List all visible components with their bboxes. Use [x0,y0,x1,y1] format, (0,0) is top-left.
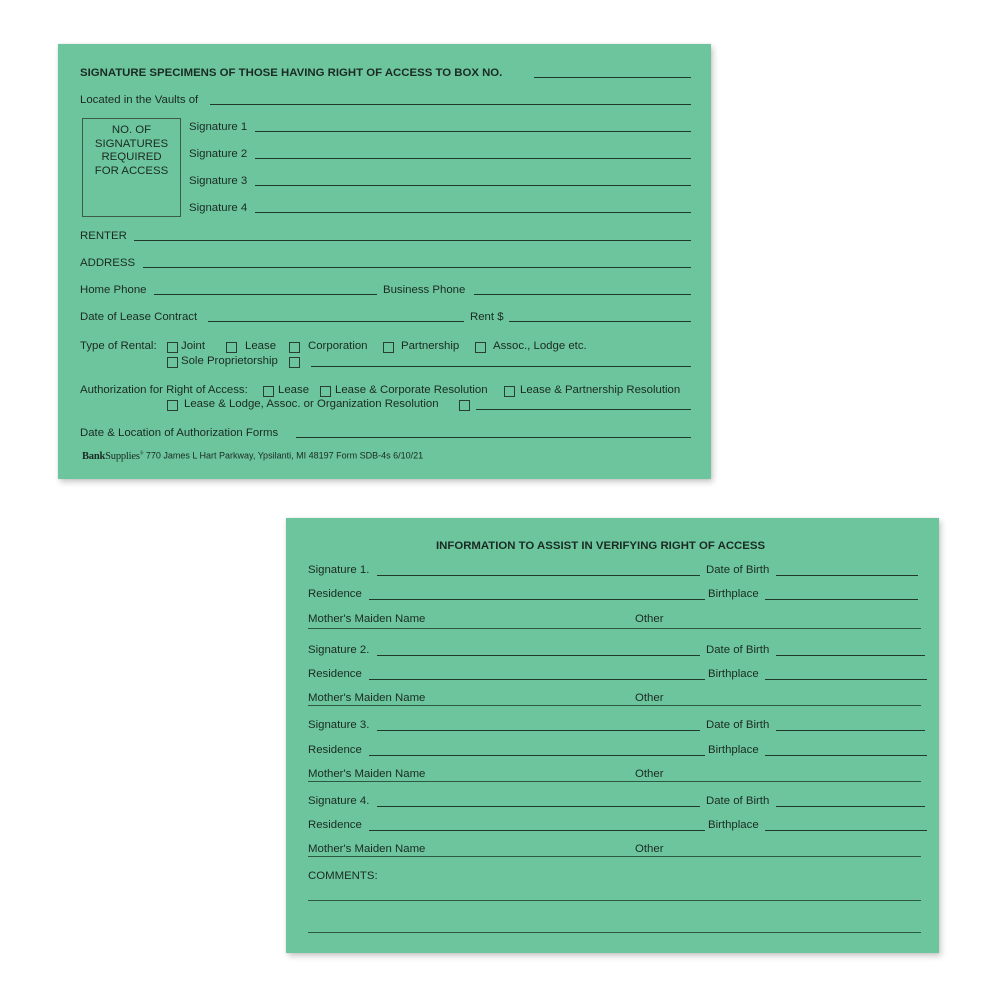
lease-date-field[interactable] [208,321,464,322]
box-label-line: NO. OF [111,124,152,136]
comments-line-2[interactable] [308,932,921,933]
signature-3-label: Signature 3 [189,175,248,187]
checkbox-partnership[interactable] [383,342,394,353]
signature-2-label: Signature 2 [189,148,248,160]
checkbox-sole-proprietorship[interactable] [167,357,178,368]
checkbox-auth-lease[interactable] [263,386,274,397]
back-title: INFORMATION TO ASSIST IN VERIFYING RIGHT OF ACCESS [436,540,766,552]
residence-1-field[interactable] [369,599,705,600]
brand-bold: Bank [82,450,106,462]
option-lease: Lease [245,340,277,352]
checkbox-corporation[interactable] [289,342,300,353]
info-signature-1-field[interactable] [377,575,700,576]
comments-label: COMMENTS: [308,870,378,882]
brand-rest: Supplies [105,450,140,462]
info-signature-3-field[interactable] [377,730,700,731]
signature-4-field[interactable] [255,212,691,213]
maiden-other-2-field[interactable] [308,705,921,706]
vaults-field[interactable] [210,104,691,105]
residence-3-field[interactable] [369,755,705,756]
option-auth-partnership: Lease & Partnership Resolution [520,384,681,396]
maiden-other-3-field[interactable] [308,781,921,782]
signature-1-label: Signature 1 [189,121,248,133]
box-label-line: SIGNATURES [94,137,169,150]
box-label-line: REQUIRED [101,151,162,163]
info-signature-4-field[interactable] [377,806,700,807]
birthplace-4-label: Birthplace [708,819,759,831]
other-4-label: Other [635,843,664,855]
residence-2-field[interactable] [369,679,705,680]
checkbox-rental-other[interactable] [289,357,300,368]
auth-other-field[interactable] [476,409,691,410]
form-footer [82,447,423,463]
birthplace-2-field[interactable] [765,679,927,680]
home-phone-label: Home Phone [80,284,147,296]
option-auth-lodge: Lease & Lodge, Assoc. or Organization Resolution [184,398,439,410]
rental-type-label: Type of Rental: [80,340,157,352]
dob-2-field[interactable] [776,655,925,656]
residence-3-label: Residence [308,744,362,756]
home-phone-field[interactable] [154,294,377,295]
dob-3-label: Date of Birth [706,719,770,731]
option-auth-corporate: Lease & Corporate Resolution [335,384,488,396]
option-assoc-lodge: Assoc., Lodge etc. [493,340,587,352]
maiden-4-label: Mother's Maiden Name [308,843,426,855]
birthplace-2-label: Birthplace [708,668,759,680]
birthplace-3-label: Birthplace [708,744,759,756]
footer-text: 770 James L Hart Parkway, Ypsilanti, MI 48197 Form SDB-4s 6/10/21 [145,450,424,461]
dob-3-field[interactable] [776,730,925,731]
dob-1-label: Date of Birth [706,564,770,576]
business-phone-label: Business Phone [383,284,466,296]
option-corporation: Corporation [308,340,368,352]
checkbox-assoc-lodge[interactable] [475,342,486,353]
info-signature-3-label: Signature 3. [308,719,370,731]
address-field[interactable] [143,267,691,268]
residence-4-label: Residence [308,819,362,831]
checkbox-auth-lodge[interactable] [167,400,178,411]
residence-1-label: Residence [308,588,362,600]
residence-2-label: Residence [308,668,362,680]
auth-forms-field[interactable] [296,437,691,438]
info-signature-4-label: Signature 4. [308,795,370,807]
birthplace-4-field[interactable] [765,830,927,831]
box-label-line: FOR ACCESS [94,164,169,177]
birthplace-1-label: Birthplace [708,588,759,600]
business-phone-field[interactable] [474,294,691,295]
info-signature-2-label: Signature 2. [308,644,370,656]
maiden-2-label: Mother's Maiden Name [308,692,426,704]
signature-2-field[interactable] [255,158,691,159]
dob-1-field[interactable] [776,575,918,576]
option-joint: Joint [181,340,206,352]
dob-4-label: Date of Birth [706,795,770,807]
birthplace-1-field[interactable] [765,599,918,600]
signature-3-field[interactable] [255,185,691,186]
bank-supplies-logo [82,451,143,462]
lease-date-label: Date of Lease Contract [80,311,198,323]
maiden-3-label: Mother's Maiden Name [308,768,426,780]
checkbox-auth-partnership[interactable] [504,386,515,397]
dob-2-label: Date of Birth [706,644,770,656]
renter-label: RENTER [80,230,127,242]
other-1-label: Other [635,613,664,625]
checkbox-joint[interactable] [167,342,178,353]
signature-card-back [286,518,939,953]
maiden-1-label: Mother's Maiden Name [308,613,426,625]
renter-field[interactable] [134,240,691,241]
address-label: ADDRESS [80,257,136,269]
other-3-label: Other [635,768,664,780]
signature-4-label: Signature 4 [189,202,248,214]
birthplace-3-field[interactable] [765,755,927,756]
option-auth-lease: Lease [278,384,310,396]
signature-card-front [58,44,711,479]
signatures-required-box[interactable] [82,118,181,217]
residence-4-field[interactable] [369,830,705,831]
authorization-label: Authorization for Right of Access: [80,384,248,396]
maiden-other-1-field[interactable] [308,628,921,629]
checkbox-lease[interactable] [226,342,237,353]
info-signature-1-label: Signature 1. [308,564,370,576]
option-partnership: Partnership [401,340,460,352]
located-label: Located in the Vaults of [80,94,199,106]
signature-1-field[interactable] [255,131,691,132]
brand-mark: ® [139,451,144,456]
dob-4-field[interactable] [776,806,925,807]
option-sole-proprietorship: Sole Proprietorship [181,355,278,367]
checkbox-auth-other[interactable] [459,400,470,411]
other-2-label: Other [635,692,664,704]
front-title: SIGNATURE SPECIMENS OF THOSE HAVING RIGHT OF ACCESS TO BOX NO. [80,67,503,79]
box-number-field[interactable] [534,77,691,78]
rental-other-field[interactable] [311,366,691,367]
checkbox-auth-corporate[interactable] [320,386,331,397]
rent-field[interactable] [509,321,691,322]
rent-label: Rent $ [470,311,504,323]
maiden-other-4-field[interactable] [308,856,921,857]
auth-forms-label: Date & Location of Authorization Forms [80,427,279,439]
info-signature-2-field[interactable] [377,655,700,656]
comments-line-1[interactable] [308,900,921,901]
